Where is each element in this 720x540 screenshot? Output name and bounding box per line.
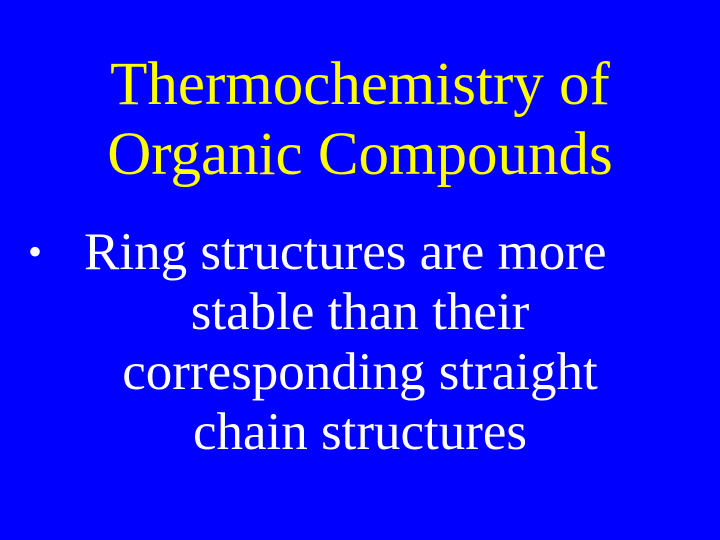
bullet-list	[0, 222, 720, 462]
title-line-1: Thermochemistry of	[110, 51, 610, 118]
bullet-line-1: Ring structures are more	[84, 223, 607, 281]
slide-title	[0, 50, 720, 190]
bullet-line-4: chain structures	[192, 403, 528, 461]
bullet-icon: •	[28, 229, 43, 274]
bullet-item	[0, 222, 720, 462]
bullet-line-2: stable than their	[190, 283, 530, 341]
title-line-2: Organic Compounds	[107, 121, 613, 188]
bullet-line-3: corresponding straight	[122, 343, 598, 401]
